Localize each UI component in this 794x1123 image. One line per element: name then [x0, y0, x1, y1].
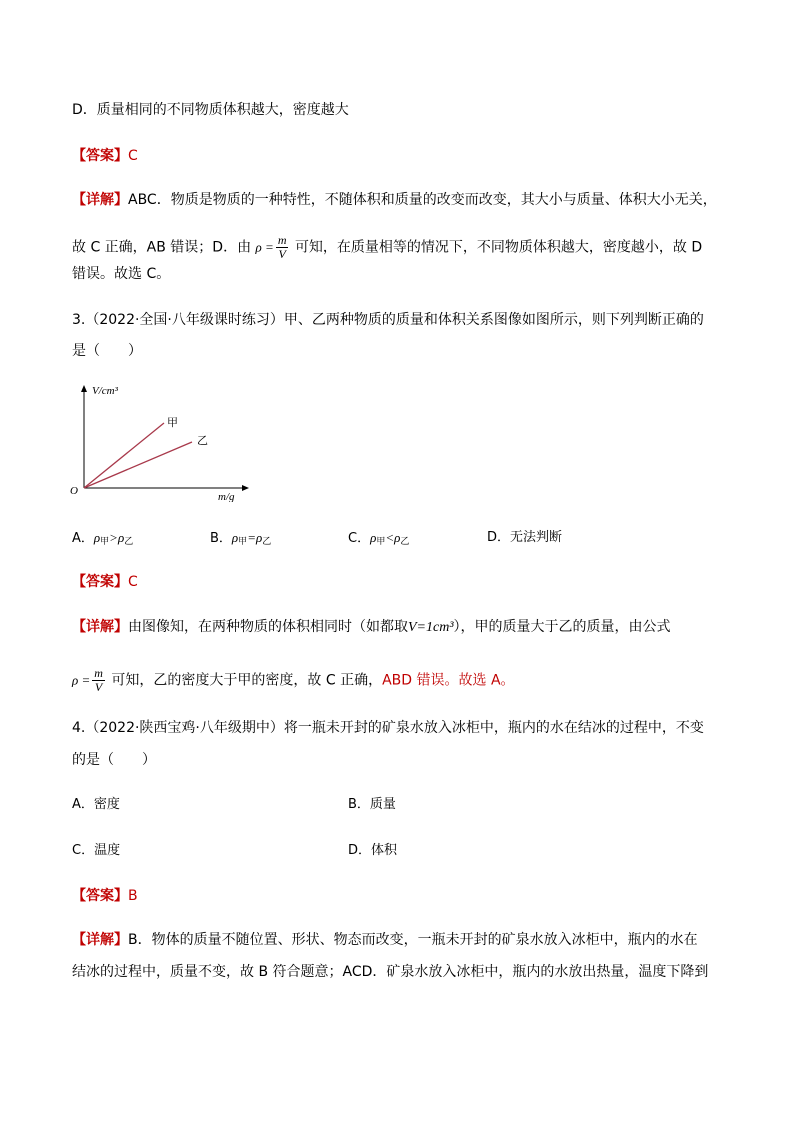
- q3-answer: [72, 572, 138, 592]
- detail-text: ABC．物质是物质的一种特性，不随体积和质量的改变而改变，其大小与质量、体积大小无关，: [128, 192, 717, 208]
- density-formula-lhs: ρ =: [72, 672, 91, 688]
- q4-option-b[interactable]: B．质量: [348, 797, 396, 812]
- q3-detail-line-2: [72, 667, 515, 694]
- q3-detail-line-1: [72, 617, 671, 638]
- x-axis-label: m/g: [218, 491, 235, 502]
- detail-text: 可知，在质量相等的情况下，不同物质体积越大，密度越小，故 D: [294, 239, 703, 256]
- q4-stem-line-1: 4.（2022·陕西宝鸡·八年级期中）将一瓶未开封的矿泉水放入冰柜中，瓶内的水在结冰的过程中，不变: [72, 720, 704, 736]
- q4-option-a[interactable]: A．密度: [72, 797, 120, 812]
- detail-tag: 【详解】: [72, 932, 128, 948]
- answer-tag: 【答案】: [72, 148, 128, 164]
- q3-option-b[interactable]: [210, 528, 271, 552]
- option-prefix: C．: [348, 531, 371, 546]
- comparison: =ρ: [247, 530, 263, 545]
- q3-option-a[interactable]: [72, 528, 133, 552]
- yi-label: 乙: [197, 434, 208, 447]
- detail-text-red: ABD 错误。故选 A。: [382, 672, 515, 689]
- q2-detail-line-3: 错误。故选 C。: [72, 266, 171, 282]
- answer-tag: 【答案】: [72, 888, 128, 904]
- rho-symbol: ρ: [93, 530, 101, 545]
- detail-text: ），甲的质量大于乙的质量，由公式: [453, 619, 671, 635]
- q2-option-d: D．质量相同的不同物质体积越大，密度越大: [72, 102, 349, 118]
- mass-volume-graph: [68, 378, 258, 502]
- q2-answer: [72, 146, 138, 166]
- answer-value: C: [128, 148, 138, 164]
- answer-tag: 【答案】: [72, 574, 128, 590]
- option-prefix: A．: [72, 531, 94, 546]
- formula-denominator: V: [94, 680, 103, 694]
- detail-text: 故 C 正确，AB 错误；D．由: [72, 239, 252, 256]
- q3-stem-line-2: 是（ ）: [72, 343, 142, 359]
- option-prefix: B．: [210, 531, 232, 546]
- detail-tag: 【详解】: [72, 619, 128, 635]
- answer-value: C: [128, 574, 138, 590]
- detail-text: ACD．矿泉水放入冰柜中，瓶内的水放出热量，温度下降到: [342, 964, 709, 980]
- formula-numerator: m: [277, 233, 287, 247]
- q3-option-d[interactable]: D．无法判断: [487, 530, 563, 545]
- subscript: 甲: [376, 537, 386, 547]
- subscript: 乙: [124, 537, 134, 547]
- q4-answer: [72, 886, 138, 906]
- detail-tag: 【详解】: [72, 192, 128, 208]
- q2-detail-line-2: [72, 234, 702, 261]
- rho-symbol: ρ: [231, 530, 239, 545]
- density-formula-fraction: [92, 667, 105, 694]
- subscript: 乙: [262, 537, 272, 547]
- comparison: >ρ: [109, 530, 125, 545]
- volume-value: V=1cm³: [408, 620, 454, 635]
- jia-label: 甲: [167, 416, 178, 429]
- q4-option-c[interactable]: C．温度: [72, 843, 121, 858]
- q4-detail-line-1: [72, 930, 698, 950]
- line-jia: [84, 423, 164, 488]
- q3-stem-line-1: 3.（2022·全国·八年级课时练习）甲、乙两种物质的质量和体积关系图像如图所示，则下列判断正确的: [72, 312, 704, 328]
- formula-numerator: m: [94, 666, 103, 680]
- formula-denominator: V: [278, 247, 286, 261]
- answer-value: B: [128, 888, 138, 904]
- rho-symbol: ρ: [370, 530, 377, 545]
- subscript: 乙: [400, 537, 410, 547]
- comparison: <ρ: [385, 530, 401, 545]
- detail-text: B．物体的质量不随位置、形状、物态而改变，一瓶未开封的矿泉水放入冰柜中，瓶内的水在: [128, 932, 698, 948]
- origin-label: O: [70, 485, 78, 497]
- detail-text: 结冰的过程中，质量不变，故 B 符合题意；: [72, 964, 343, 980]
- detail-text: 由图像知，在两种物质的体积相同时（如都取: [128, 619, 408, 635]
- density-formula-fraction: [276, 234, 289, 261]
- detail-text: 可知，乙的密度大于甲的密度，故 C 正确，: [111, 672, 383, 689]
- line-yi: [84, 442, 192, 488]
- q3-option-c[interactable]: [348, 528, 409, 552]
- subscript: 甲: [100, 537, 110, 547]
- q4-option-d[interactable]: D．体积: [348, 843, 398, 858]
- subscript: 甲: [238, 537, 248, 547]
- q2-detail-line-1: [72, 190, 717, 210]
- density-formula-lhs: ρ =: [255, 239, 274, 255]
- q4-stem-line-2: 的是（ ）: [72, 752, 156, 768]
- y-axis-label: V/cm³: [92, 385, 118, 397]
- q4-detail-line-2: [72, 962, 708, 982]
